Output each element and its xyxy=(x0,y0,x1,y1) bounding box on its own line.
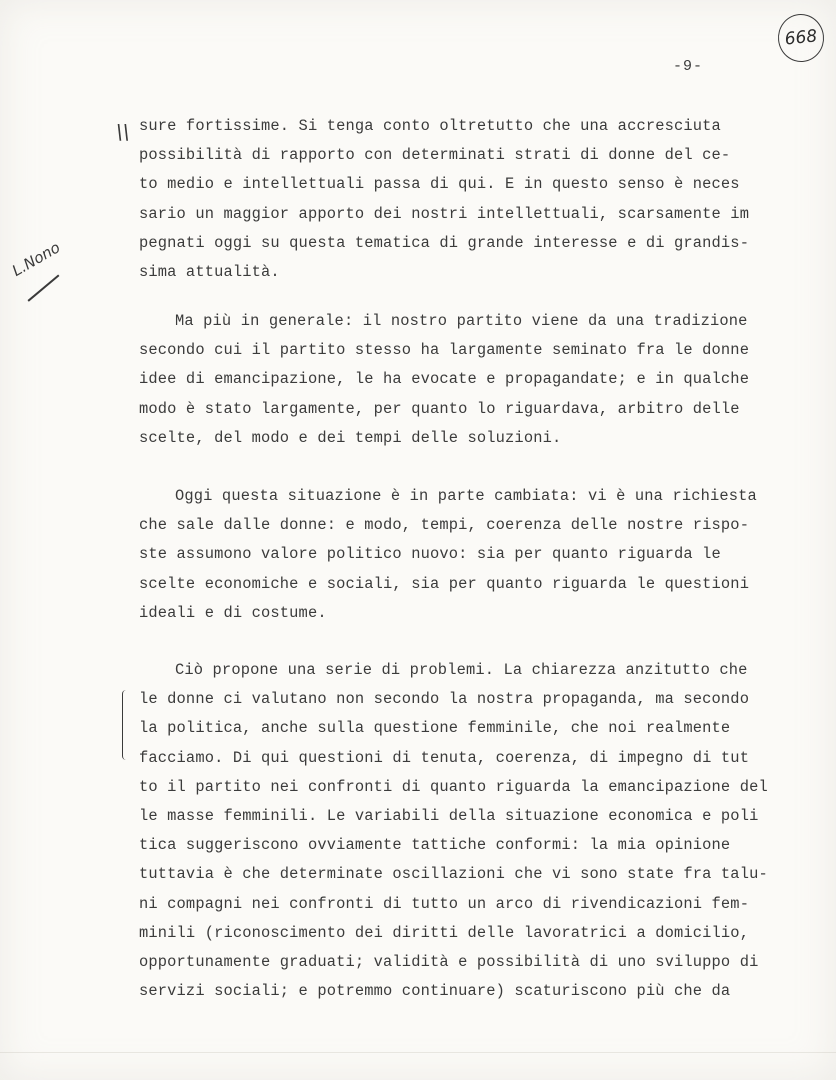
text-line: le donne ci valutano non secondo la nostra propaganda, ma secondo xyxy=(139,690,750,709)
archive-stamp: 668 xyxy=(776,12,827,65)
paragraph-4 xyxy=(139,656,819,1006)
text-line: che sale dalle donne: e modo, tempi, coerenza delle nostre rispo- xyxy=(139,516,750,535)
margin-handwritten-name: L.Nono xyxy=(9,238,64,280)
margin-side-bracket xyxy=(122,690,129,760)
text-line: le masse femminili. Le variabili della situazione economica e poli xyxy=(139,807,759,826)
text-line: ste assumono valore politico nuovo: sia per quanto riguarda le xyxy=(139,545,721,564)
text-line: facciamo. Di qui questioni di tenuta, coerenza, di impegno di tut xyxy=(139,748,750,767)
text-line: opportunamente graduati; validità e possibilità di uno sviluppo di xyxy=(139,953,759,972)
text-line: to medio e intellettuali passa di qui. E in questo senso è neces xyxy=(139,175,740,194)
text-line: sario un maggior apporto dei nostri intellettuali, scarsamente im xyxy=(139,204,750,223)
paragraph-1 xyxy=(139,112,819,287)
text-line: tica suggeriscono ovviamente tattiche conformi: la mia opinione xyxy=(139,836,731,855)
text-line: sure fortissime. Si tenga conto oltretutto che una accresciuta xyxy=(139,117,721,135)
text-line: la politica, anche sulla questione femminile, che noi realmente xyxy=(139,719,731,738)
text-line: minili (riconoscimento dei diritti delle lavoratrici a domicilio, xyxy=(139,923,750,942)
text-line: ni compagni nei confronti di tutto un arco di rivendicazioni fem- xyxy=(139,894,750,913)
text-line: Ciò propone una serie di problemi. La chiarezza anzitutto che xyxy=(175,661,748,679)
text-line: Ma più in generale: il nostro partito viene da una tradizione xyxy=(175,312,748,330)
text-line: secondo cui il partito stesso ha largamente seminato fra le donne xyxy=(139,341,750,360)
text-line: servizi sociali; e potremmo continuare) scaturiscono più che da xyxy=(139,982,731,1001)
text-line: ideali e di costume. xyxy=(139,603,327,622)
text-line: sima attualità. xyxy=(139,263,280,282)
text-line: tuttavia è che determinate oscillazioni che vi sono state fra talu- xyxy=(139,865,768,884)
text-line: Oggi questa situazione è in parte cambiata: vi è una richiesta xyxy=(175,487,757,505)
paper-edge xyxy=(0,1052,836,1053)
margin-underline-stroke xyxy=(28,274,60,301)
text-line: scelte, del modo e dei tempi delle soluzioni. xyxy=(139,428,562,447)
text-line: to il partito nei confronti di quanto riguarda la emancipazione del xyxy=(139,777,768,796)
paragraph-3 xyxy=(139,482,819,628)
text-line: possibilità di rapporto con determinati strati di donne del ce- xyxy=(139,146,731,165)
margin-slash-mark: \\ xyxy=(116,120,130,144)
text-line: scelte economiche e sociali, sia per quanto riguarda le questioni xyxy=(139,574,750,593)
page-number: -9- xyxy=(673,58,704,75)
paragraph-2 xyxy=(139,307,819,453)
text-line: modo è stato largamente, per quanto lo riguardava, arbitro delle xyxy=(139,399,740,418)
text-line: pegnati oggi su questa tematica di grande interesse e di grandis- xyxy=(139,233,750,252)
text-line: idee di emancipazione, le ha evocate e propagandate; e in qualche xyxy=(139,370,750,389)
